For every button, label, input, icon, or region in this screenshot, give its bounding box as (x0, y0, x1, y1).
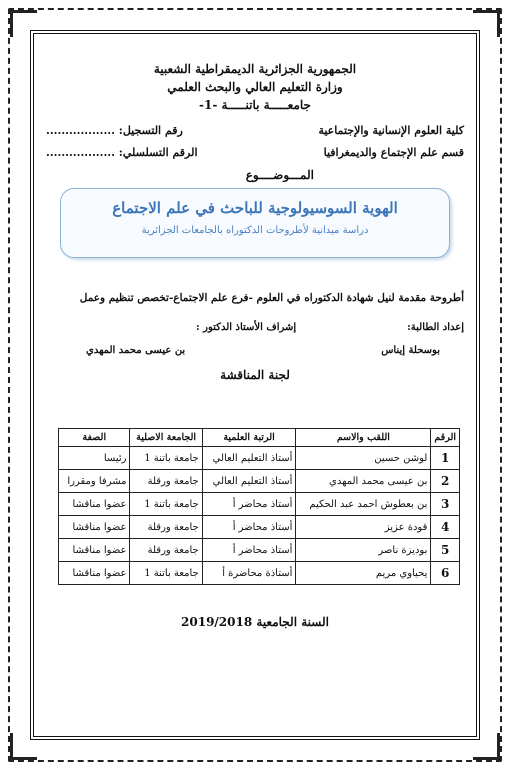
faculty-name: كلية العلوم الإنسانية والإجتماعية (318, 124, 464, 137)
table-row (59, 447, 460, 470)
table-header-row (59, 429, 460, 447)
preparation-labels (46, 322, 464, 333)
cell-number: 2 (431, 470, 460, 493)
department-row (46, 144, 464, 162)
ministry-name: وزارة التعليم العالي والبحث العلمي (167, 80, 343, 94)
header-number: الرقم (431, 429, 460, 447)
cell-role: مشرفا ومقررا (59, 470, 130, 493)
cell-rank: أستاذ محاضر أ (202, 516, 296, 539)
cell-role: عضوا مناقشا (59, 562, 130, 585)
header-rank: الرتبة العلمية (202, 429, 296, 447)
cell-number: 5 (431, 539, 460, 562)
cell-number: 1 (431, 447, 460, 470)
registration-number-label: رقم التسجيل: .................. (46, 124, 183, 137)
cell-university: جامعة باتنة 1 (130, 493, 202, 516)
republic-name: الجمهورية الجزائرية الديمقراطية الشعبية (153, 62, 357, 76)
cell-name: بوديزة ناصر (296, 539, 431, 562)
cell-university: جامعة ورقلة (130, 516, 202, 539)
cell-name: قودة عزيز (296, 516, 431, 539)
header-role: الصفة (59, 429, 130, 447)
cell-rank: أستاذ التعليم العالي (202, 447, 296, 470)
cell-number: 6 (431, 562, 460, 585)
table-row (59, 516, 460, 539)
header-name: اللقب والاسم (296, 429, 431, 447)
cell-role: عضوا مناقشا (59, 516, 130, 539)
cell-rank: أستاذ محاضر أ (202, 493, 296, 516)
student-label: إعداد الطالبة: (407, 322, 464, 333)
cell-name: بن عيسى محمد المهدي (296, 470, 431, 493)
committee-title: لجنة المناقشة (220, 368, 290, 382)
supervisor-label: إشراف الأستاذ الدكتور : (196, 322, 297, 333)
serial-number-label: الرقم التسلسلي: .................. (46, 146, 198, 159)
cell-rank: أستاذ التعليم العالي (202, 470, 296, 493)
cell-role: عضوا مناقشا (59, 539, 130, 562)
cell-university: جامعة باتنة 1 (130, 447, 202, 470)
cell-number: 4 (431, 516, 460, 539)
thesis-main-title: الهوية السوسيولوجية للباحث في علم الاجتماع (112, 199, 398, 217)
preparation-names (46, 345, 464, 356)
supervisor-name: بن عيسى محمد المهدي (86, 345, 186, 356)
table-row (59, 493, 460, 516)
committee-table (58, 428, 460, 585)
thesis-title-box (60, 188, 450, 258)
cell-role: عضوا مناقشا (59, 493, 130, 516)
cell-role: رئيسا (59, 447, 130, 470)
faculty-row (46, 122, 464, 140)
cell-name: لوشن حسين (296, 447, 431, 470)
student-name: بوسحلة إيناس (381, 345, 440, 356)
university-name: جامعـــــة باتنـــــة -1- (199, 98, 311, 112)
table-row (59, 562, 460, 585)
cell-number: 3 (431, 493, 460, 516)
cover-content (46, 60, 464, 382)
table-row (59, 470, 460, 493)
department-name: قسم علم الإجتماع والديمغرافيا (323, 146, 464, 159)
cell-name: يحياوي مريم (296, 562, 431, 585)
cell-name: بن بعطوش احمد عبد الحكيم (296, 493, 431, 516)
thesis-subtitle: دراسة ميدانية لأطروحات الدكتوراه بالجامعات الجزائرية (141, 225, 369, 236)
academic-year: السنة الجامعية 2019/2018 (181, 615, 329, 629)
cell-university: جامعة ورقلة (130, 539, 202, 562)
thesis-statement: أطروحة مقدمة لنيل شهادة الدكتوراه في العلوم -فرع علم الاجتماع-تخصص تنظيم وعمل (79, 292, 464, 304)
cell-rank: أستاذة محاضرة أ (202, 562, 296, 585)
header-university: الجامعة الاصلية (130, 429, 202, 447)
cell-university: جامعة ورقلة (130, 470, 202, 493)
cell-rank: أستاذ محاضر أ (202, 539, 296, 562)
cell-university: جامعة باتنة 1 (130, 562, 202, 585)
subject-label: المـــوضــــوع (245, 168, 314, 182)
table-row (59, 539, 460, 562)
